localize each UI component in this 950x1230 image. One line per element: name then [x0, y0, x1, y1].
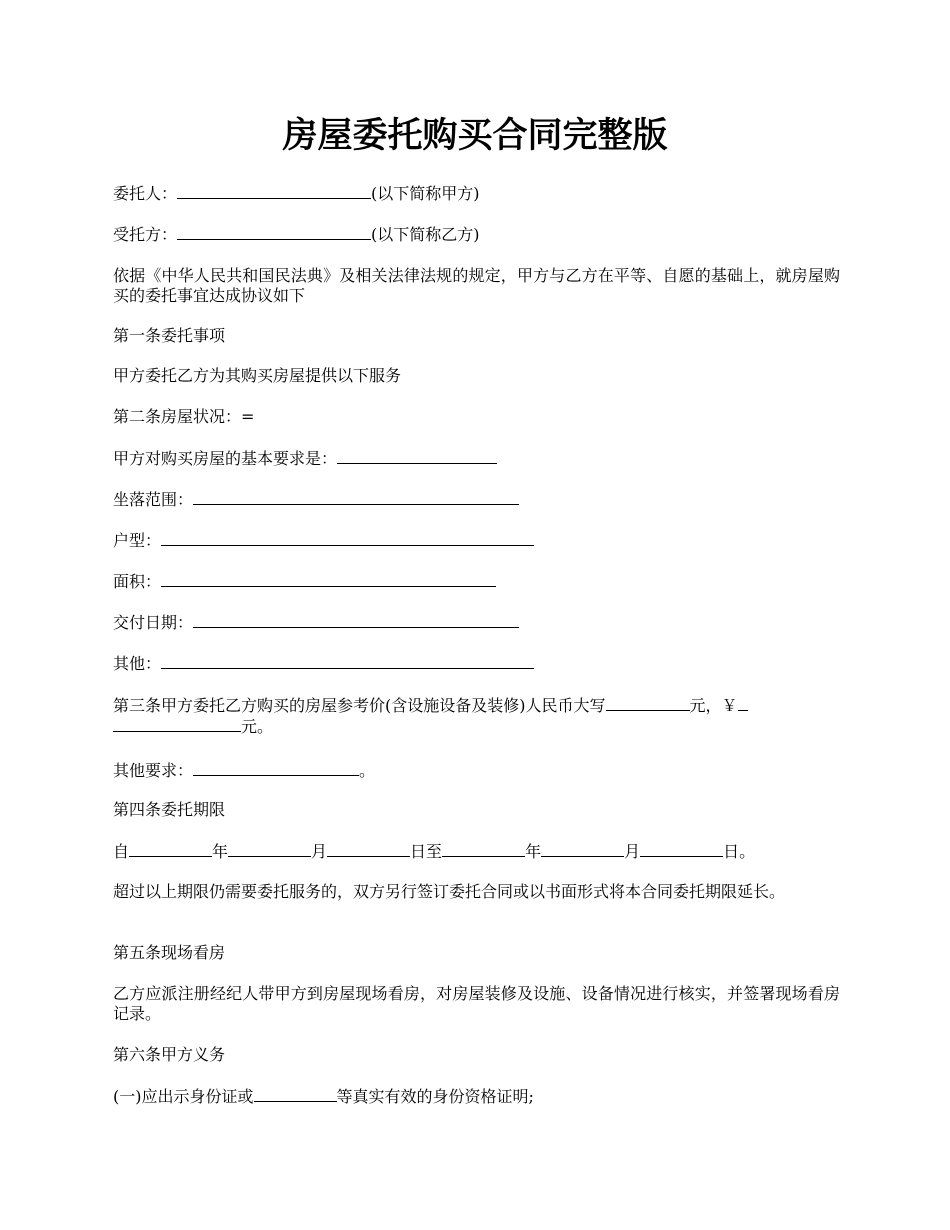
other-blank[interactable] — [161, 653, 534, 669]
requirement-basic-line — [113, 448, 840, 469]
other-requirements-label: 其他要求： — [113, 761, 194, 780]
other-line — [113, 653, 840, 674]
end-year-blank[interactable] — [442, 841, 525, 857]
term-line — [113, 841, 840, 862]
unit-type-blank[interactable] — [161, 530, 534, 546]
end-month-blank[interactable] — [541, 841, 624, 857]
location-blank[interactable] — [193, 489, 519, 505]
other-requirements-end: 。 — [359, 761, 376, 780]
article3-lead: 第三条甲方委托乙方购买的房屋参考价(含设施设备及装修)人民币大写 — [113, 696, 606, 715]
term-day-end: 日。 — [723, 842, 756, 861]
extension-paragraph: 超过以上期限仍需要委托服务的，双方另行签订委托合同或以书面形式将本合同委托期限延长。 — [113, 882, 786, 901]
agent-suffix: (以下简称乙方) — [371, 225, 480, 244]
article3-yuan: 元，￥ — [689, 696, 738, 715]
id-document-blank[interactable] — [254, 1086, 337, 1102]
area-blank[interactable] — [161, 571, 496, 587]
preamble-paragraph: 依据《中华人民共和国民法典》及相关法律法规的规定，甲方与乙方在平等、自愿的基础上，就房屋购买的委托事宜达成协议如下 — [113, 266, 840, 305]
principal-label: 委托人： — [113, 184, 178, 203]
article3-paragraph — [113, 695, 840, 737]
start-day-blank[interactable] — [327, 841, 410, 857]
other-requirements-line — [113, 760, 840, 781]
duty1-end: 等真实有效的身份资格证明; — [336, 1087, 534, 1106]
article4-title: 第四条委托期限 — [113, 800, 226, 819]
other-label: 其他： — [113, 654, 162, 673]
term-day-to: 日至 — [410, 842, 443, 861]
area-line — [113, 571, 840, 592]
unit-type-label: 户型： — [113, 531, 162, 550]
requirement-basic-label: 甲方对购买房屋的基本要求是： — [113, 449, 338, 468]
agent-label: 受托方： — [113, 225, 178, 244]
location-label: 坐落范围： — [113, 490, 194, 509]
other-requirements-blank[interactable] — [193, 760, 359, 776]
article1-text: 甲方委托乙方为其购买房屋提供以下服务 — [113, 366, 402, 385]
article5-paragraph: 乙方应派注册经纪人带甲方到房屋现场看房，对房屋装修及设施、设备情况进行核实，并签署现场看房记录。 — [113, 984, 840, 1023]
requirement-basic-blank[interactable] — [337, 448, 497, 464]
article1-title: 第一条委托事项 — [113, 326, 226, 345]
term-from: 自 — [113, 842, 130, 861]
term-month-1: 月 — [311, 842, 328, 861]
article6-title: 第六条甲方义务 — [113, 1045, 226, 1064]
term-year-1: 年 — [212, 842, 229, 861]
principal-suffix: (以下简称甲方) — [371, 184, 480, 203]
term-year-2: 年 — [525, 842, 542, 861]
price-figures-blank-start[interactable] — [738, 695, 748, 711]
document-title: 房屋委托购买合同完整版 — [282, 115, 668, 156]
area-label: 面积： — [113, 572, 162, 591]
delivery-date-blank[interactable] — [193, 612, 519, 628]
delivery-date-line — [113, 612, 840, 633]
duty1-line — [113, 1086, 840, 1107]
principal-blank[interactable] — [177, 183, 371, 199]
start-year-blank[interactable] — [129, 841, 212, 857]
location-line — [113, 489, 840, 510]
article2-title: 第二条房屋状况：= — [113, 407, 255, 426]
article3-end: 元。 — [241, 717, 274, 736]
principal-line — [113, 183, 840, 204]
price-figures-blank[interactable] — [113, 716, 241, 732]
agent-blank[interactable] — [177, 224, 371, 240]
agent-line — [113, 224, 840, 245]
unit-type-line — [113, 530, 840, 551]
start-month-blank[interactable] — [228, 841, 311, 857]
duty1-lead: (一)应出示身份证或 — [113, 1087, 254, 1106]
price-words-blank[interactable] — [606, 695, 690, 711]
delivery-date-label: 交付日期： — [113, 613, 194, 632]
article5-title: 第五条现场看房 — [113, 943, 226, 962]
term-month-2: 月 — [624, 842, 641, 861]
end-day-blank[interactable] — [640, 841, 723, 857]
